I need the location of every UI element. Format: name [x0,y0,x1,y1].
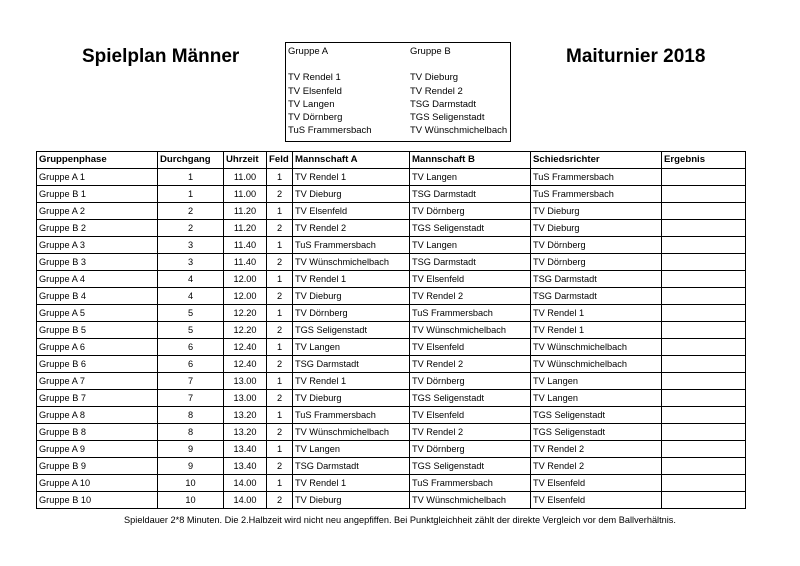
field-cell: 2 [267,390,293,407]
round-cell: 3 [158,254,224,271]
round-cell: 9 [158,458,224,475]
referee-cell: TV Wünschmichelbach [531,356,662,373]
table-row [37,237,746,254]
field-cell: 2 [267,220,293,237]
team-b-cell: TGS Seligenstadt [410,458,531,475]
team-a-cell: TSG Darmstadt [293,458,410,475]
group-b-column [410,45,507,138]
table-row [37,322,746,339]
time-cell: 13.00 [224,373,267,390]
result-cell [662,407,746,424]
header-uhrzeit: Uhrzeit [224,152,267,169]
referee-cell: TuS Frammersbach [531,169,662,186]
team-b-cell: TV Rendel 2 [410,356,531,373]
team-a-cell: TV Langen [293,441,410,458]
team-a-cell: TV Wünschmichelbach [293,254,410,271]
group-a-team: TV Rendel 1 [288,72,341,84]
team-b-cell: TV Rendel 2 [410,288,531,305]
group-phase-cell: Gruppe A 4 [37,271,158,288]
header-mannschaft-b: Mannschaft B [410,152,531,169]
result-cell [662,169,746,186]
result-cell [662,254,746,271]
round-cell: 1 [158,186,224,203]
team-a-cell: TGS Seligenstadt [293,322,410,339]
result-cell [662,339,746,356]
round-cell: 7 [158,373,224,390]
field-cell: 1 [267,441,293,458]
group-b-team: TGS Seligenstadt [410,112,485,124]
team-a-cell: TV Rendel 1 [293,169,410,186]
referee-cell: TV Rendel 2 [531,458,662,475]
group-a-team: TuS Frammersbach [288,125,372,137]
referee-cell: TV Dieburg [531,220,662,237]
team-a-cell: TuS Frammersbach [293,237,410,254]
time-cell: 11.20 [224,220,267,237]
referee-cell: TV Elsenfeld [531,492,662,509]
team-a-cell: TV Dieburg [293,492,410,509]
team-b-cell: TV Dörnberg [410,441,531,458]
team-a-cell: TV Rendel 1 [293,373,410,390]
team-b-cell: TuS Frammersbach [410,305,531,322]
time-cell: 13.20 [224,407,267,424]
result-cell [662,441,746,458]
time-cell: 13.00 [224,390,267,407]
header-ergebnis: Ergebnis [662,152,746,169]
team-a-cell: TSG Darmstadt [293,356,410,373]
group-phase-cell: Gruppe B 6 [37,356,158,373]
result-cell [662,237,746,254]
group-a-team: TV Langen [288,98,335,110]
field-cell: 1 [267,169,293,186]
team-a-cell: TV Rendel 2 [293,220,410,237]
group-phase-cell: Gruppe B 7 [37,390,158,407]
time-cell: 13.40 [224,441,267,458]
table-row [37,390,746,407]
schedule-table [36,151,746,509]
round-cell: 3 [158,237,224,254]
referee-cell: TSG Darmstadt [531,288,662,305]
referee-cell: TGS Seligenstadt [531,424,662,441]
team-b-cell: TV Wünschmichelbach [410,322,531,339]
team-b-cell: TV Elsenfeld [410,271,531,288]
referee-cell: TV Dörnberg [531,254,662,271]
team-a-cell: TV Langen [293,339,410,356]
team-b-cell: TV Elsenfeld [410,407,531,424]
round-cell: 5 [158,322,224,339]
time-cell: 12.40 [224,356,267,373]
referee-cell: TV Dörnberg [531,237,662,254]
header-feld: Feld [267,152,293,169]
group-b-team: TSG Darmstadt [410,98,476,110]
group-phase-cell: Gruppe A 10 [37,475,158,492]
header-gruppenphase: Gruppenphase [37,152,158,169]
round-cell: 5 [158,305,224,322]
result-cell [662,390,746,407]
team-a-cell: TV Rendel 1 [293,271,410,288]
field-cell: 1 [267,271,293,288]
result-cell [662,424,746,441]
round-cell: 9 [158,441,224,458]
group-phase-cell: Gruppe B 8 [37,424,158,441]
round-cell: 10 [158,492,224,509]
header-durchgang: Durchgang [158,152,224,169]
round-cell: 8 [158,424,224,441]
table-row [37,441,746,458]
time-cell: 11.00 [224,169,267,186]
table-row [37,220,746,237]
field-cell: 2 [267,424,293,441]
time-cell: 12.00 [224,288,267,305]
group-phase-cell: Gruppe B 9 [37,458,158,475]
team-b-cell: TGS Seligenstadt [410,220,531,237]
group-b-name: Gruppe B [410,46,451,57]
table-row [37,475,746,492]
team-a-cell: TV Rendel 1 [293,475,410,492]
field-cell: 2 [267,288,293,305]
round-cell: 6 [158,356,224,373]
team-a-cell: TV Wünschmichelbach [293,424,410,441]
table-row [37,339,746,356]
referee-cell: TV Rendel 2 [531,441,662,458]
time-cell: 13.20 [224,424,267,441]
group-phase-cell: Gruppe B 2 [37,220,158,237]
table-row [37,305,746,322]
group-box [285,42,511,142]
team-b-cell: TV Langen [410,237,531,254]
round-cell: 1 [158,169,224,186]
group-a-name: Gruppe A [288,46,329,57]
group-phase-cell: Gruppe A 1 [37,169,158,186]
group-phase-cell: Gruppe B 5 [37,322,158,339]
team-b-cell: TV Rendel 2 [410,424,531,441]
table-row [37,288,746,305]
tournament-title: Maiturnier 2018 [566,46,706,67]
referee-cell: TV Dieburg [531,203,662,220]
team-b-cell: TV Dörnberg [410,373,531,390]
referee-cell: TV Rendel 1 [531,322,662,339]
time-cell: 12.20 [224,322,267,339]
result-cell [662,220,746,237]
field-cell: 2 [267,322,293,339]
group-a-column [288,45,372,138]
result-cell [662,475,746,492]
round-cell: 4 [158,288,224,305]
referee-cell: TV Elsenfeld [531,475,662,492]
field-cell: 2 [267,356,293,373]
result-cell [662,288,746,305]
group-phase-cell: Gruppe A 3 [37,237,158,254]
team-b-cell: TV Langen [410,169,531,186]
team-b-cell: TGS Seligenstadt [410,390,531,407]
group-a-team: TV Dörnberg [288,112,343,124]
referee-cell: TV Langen [531,373,662,390]
field-cell: 1 [267,475,293,492]
field-cell: 1 [267,237,293,254]
result-cell [662,305,746,322]
group-phase-cell: Gruppe A 6 [37,339,158,356]
team-a-cell: TuS Frammersbach [293,407,410,424]
result-cell [662,186,746,203]
table-row [37,254,746,271]
footnote: Spieldauer 2*8 Minuten. Die 2.Halbzeit wird nicht neu angepfiffen. Bei Punktgleichheit zählt der direkte Vergleich vor dem Ballverhältnis. [124,515,676,525]
time-cell: 14.00 [224,475,267,492]
table-row [37,271,746,288]
table-row [37,356,746,373]
referee-cell: TV Langen [531,390,662,407]
group-phase-cell: Gruppe B 3 [37,254,158,271]
field-cell: 1 [267,373,293,390]
team-a-cell: TV Dieburg [293,186,410,203]
header-schiedsrichter: Schiedsrichter [531,152,662,169]
team-b-cell: TuS Frammersbach [410,475,531,492]
team-a-cell: TV Dieburg [293,390,410,407]
time-cell: 11.40 [224,237,267,254]
team-a-cell: TV Dörnberg [293,305,410,322]
field-cell: 1 [267,203,293,220]
team-b-cell: TSG Darmstadt [410,254,531,271]
round-cell: 7 [158,390,224,407]
group-a-team: TV Elsenfeld [288,85,342,97]
header-mannschaft-a: Mannschaft A [293,152,410,169]
field-cell: 1 [267,407,293,424]
table-header-row [37,152,746,169]
field-cell: 2 [267,186,293,203]
time-cell: 12.00 [224,271,267,288]
time-cell: 12.40 [224,339,267,356]
group-phase-cell: Gruppe A 8 [37,407,158,424]
field-cell: 1 [267,305,293,322]
result-cell [662,322,746,339]
field-cell: 1 [267,339,293,356]
group-phase-cell: Gruppe A 5 [37,305,158,322]
result-cell [662,373,746,390]
table-row [37,458,746,475]
table-row [37,424,746,441]
group-b-team: TV Dieburg [410,72,459,84]
referee-cell: TGS Seligenstadt [531,407,662,424]
group-phase-cell: Gruppe A 7 [37,373,158,390]
result-cell [662,492,746,509]
referee-cell: TuS Frammersbach [531,186,662,203]
time-cell: 11.00 [224,186,267,203]
group-phase-cell: Gruppe B 10 [37,492,158,509]
round-cell: 8 [158,407,224,424]
round-cell: 4 [158,271,224,288]
time-cell: 14.00 [224,492,267,509]
team-b-cell: TV Dörnberg [410,203,531,220]
referee-cell: TV Rendel 1 [531,305,662,322]
group-b-team: TV Wünschmichelbach [410,125,508,137]
time-cell: 11.20 [224,203,267,220]
time-cell: 12.20 [224,305,267,322]
round-cell: 6 [158,339,224,356]
time-cell: 11.40 [224,254,267,271]
group-phase-cell: Gruppe B 1 [37,186,158,203]
team-a-cell: TV Dieburg [293,288,410,305]
group-phase-cell: Gruppe A 9 [37,441,158,458]
team-b-cell: TV Elsenfeld [410,339,531,356]
result-cell [662,356,746,373]
table-row [37,203,746,220]
table-row [37,169,746,186]
table-row [37,373,746,390]
team-b-cell: TSG Darmstadt [410,186,531,203]
table-row [37,492,746,509]
result-cell [662,458,746,475]
result-cell [662,203,746,220]
field-cell: 2 [267,458,293,475]
group-b-team: TV Rendel 2 [410,85,463,97]
referee-cell: TSG Darmstadt [531,271,662,288]
table-row [37,186,746,203]
team-a-cell: TV Elsenfeld [293,203,410,220]
group-phase-cell: Gruppe B 4 [37,288,158,305]
time-cell: 13.40 [224,458,267,475]
team-b-cell: TV Wünschmichelbach [410,492,531,509]
field-cell: 2 [267,254,293,271]
result-cell [662,271,746,288]
field-cell: 2 [267,492,293,509]
referee-cell: TV Wünschmichelbach [531,339,662,356]
round-cell: 10 [158,475,224,492]
page-title: Spielplan Männer [82,46,240,67]
round-cell: 2 [158,220,224,237]
round-cell: 2 [158,203,224,220]
table-row [37,407,746,424]
group-phase-cell: Gruppe A 2 [37,203,158,220]
